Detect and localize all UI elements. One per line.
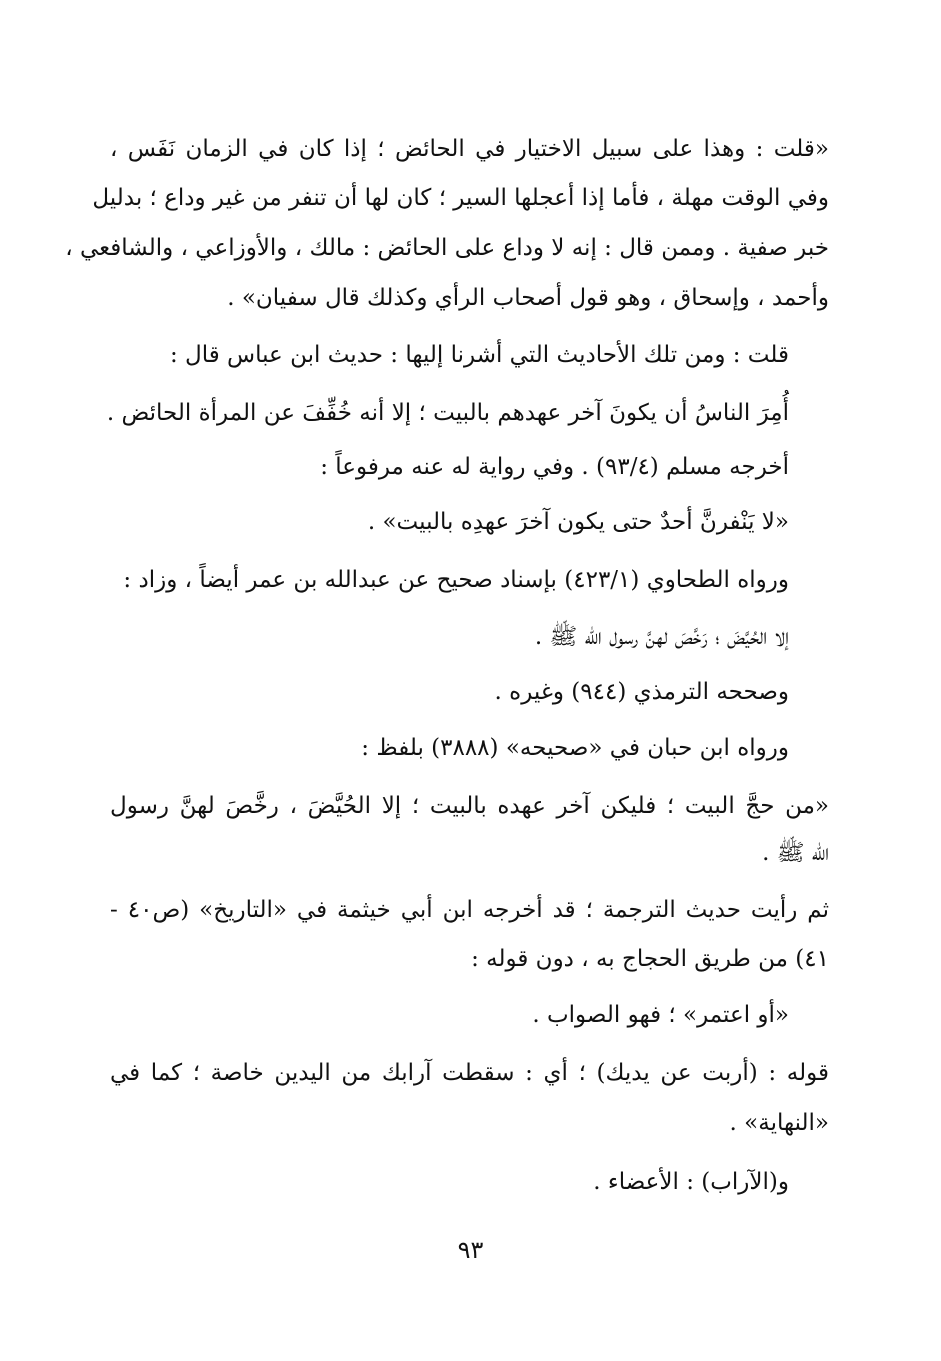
text-line: أخرجه مسلم (٩٣/٤) . وفي رواية له عنه مرفوعاً :	[320, 454, 789, 480]
text-line: ثم رأيت حديث الترجمة ؛ قد أخرجه ابن أبي خيثمة في «التاريخ» (ص٤٠ -	[110, 897, 830, 923]
text-line: «النهاية» .	[729, 1110, 829, 1136]
text-line: قوله : (أربت عن يديك) ؛ أي : سقطت آرابك من اليدين خاصة ؛ كما في	[110, 1060, 829, 1086]
text-line: أُمِرَ الناسُ أن يكونَ آخر عهدهم بالبيت ؛ إلا أنه خُفِّفَ عن المرأة الحائض .	[106, 400, 789, 426]
text-line: و(الآراب) : الأعضاء .	[593, 1169, 789, 1195]
text-line: ٤١) من طريق الحجاج به ، دون قوله :	[471, 946, 829, 972]
text-line: وفي الوقت مهلة ، فأما إذا أعجلها السير ؛ كان لها أن تنفر من غير وداع ؛ بدليل	[92, 185, 829, 211]
page-number: ٩٣	[457, 1236, 484, 1264]
text-line: خبر صفية . وممن قال : إنه لا وداع على الحائض : مالك ، والأوزاعي ، والشافعي ،	[65, 235, 829, 261]
text-line: «قلت : وهذا على سبيل الاختيار في الحائض ؛ إذا كان في الزمان نَفَس ،	[110, 136, 829, 162]
text-line: إلا الحُيَّضَ ؛ رَخَّصَ لهنَّ رسول الله ﷺ .	[534, 624, 789, 650]
text-line: ورواه ابن حبان في «صحيحه» (٣٨٨٨) بلفظ :	[361, 735, 789, 761]
text-line: «لا يَنْفرنَّ أحدٌ حتى يكون آخرَ عهدِه بالبيت» .	[367, 509, 789, 535]
text-line: قلت : ومن تلك الأحاديث التي أشرنا إليها : حديث ابن عباس قال :	[169, 342, 789, 368]
text-line: الله ﷺ .	[762, 840, 829, 866]
text-line: وأحمد ، وإسحاق ، وهو قول أصحاب الرأي وكذلك قال سفيان» .	[227, 285, 829, 311]
text-line: «أو اعتمر» ؛ فهو الصواب .	[532, 1002, 789, 1028]
text-line: وصححه الترمذي (٩٤٤) وغيره .	[494, 679, 789, 705]
text-line: «من حجَّ البيت ؛ فليكن آخر عهده بالبيت ؛ إلا الحُيَّضَ ، رخَّصَ لهنَّ رسول	[110, 793, 829, 819]
text-line: ورواه الطحاوي (٤٢٣/١) بإسناد صحيح عن عبدالله بن عمر أيضاً ، وزاد :	[123, 567, 789, 593]
